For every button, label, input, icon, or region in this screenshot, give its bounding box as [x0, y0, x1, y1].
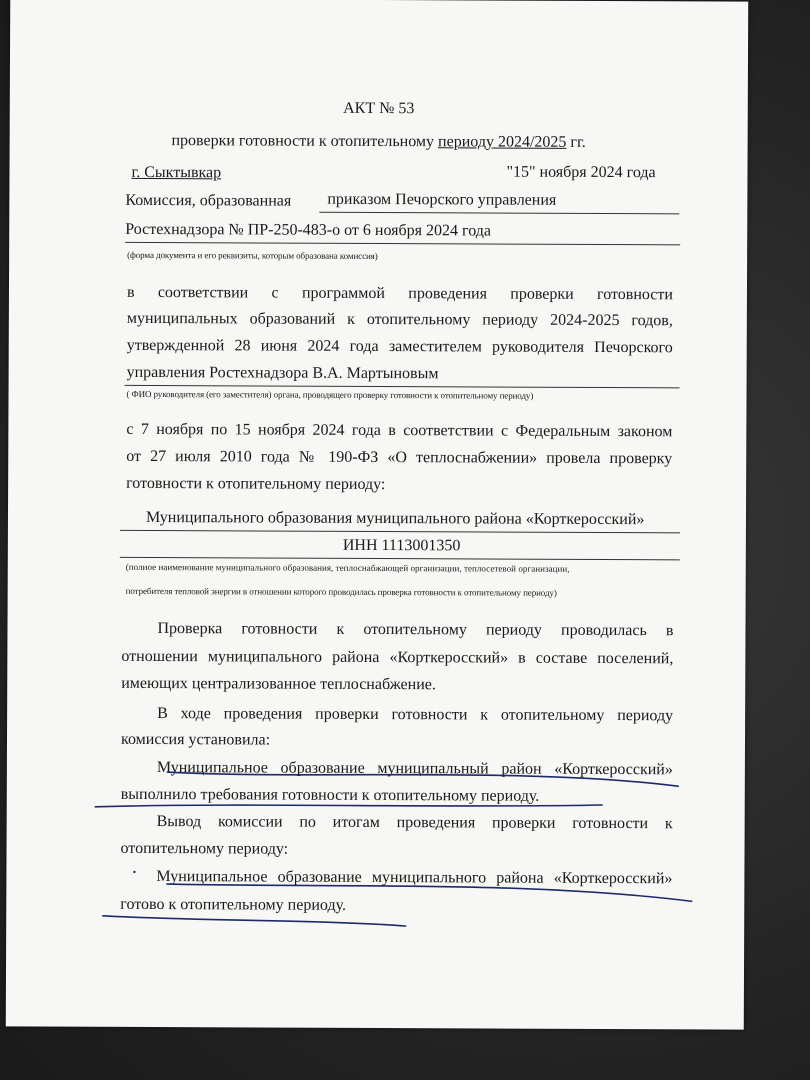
- finding-line2: выполнило требования готовности к отопительному периоду.: [120, 785, 540, 805]
- para3-line1: Проверка готовности к отопительному периоду проводилась в: [157, 620, 674, 640]
- conclusion-line1: Муниципальное образование муниципального района «Корткеросский»: [156, 868, 673, 888]
- caption-entity-1: (полное наименование муниципального образования, теплоснабжающей организации, теплосетевой организации,: [125, 561, 570, 574]
- act-period: периоду 2024/2025: [438, 133, 567, 151]
- para2-line3: готовности к отопительному периоду:: [126, 474, 386, 494]
- city: г. Сыктывкар: [131, 163, 222, 182]
- para1-line3: утвержденной 28 июня 2024 года заместителем руководителя Печорского: [126, 336, 673, 357]
- commission-order: приказом Печорского управления: [327, 190, 557, 209]
- ink-underline-conclusion-1: [166, 884, 692, 901]
- act-title: АКТ № 53: [343, 99, 415, 118]
- finding-line1: Муниципальное образование муниципальный район «Корткеросский»: [156, 759, 673, 779]
- commission-order-number: Ростехнадзора № ПР-250-483-о от 6 ноября 2024 года: [125, 220, 492, 240]
- commission-label: Комиссия, образованная: [125, 191, 292, 210]
- act-date: "15" ноября 2024 года: [506, 163, 656, 182]
- document-page: [6, 0, 748, 1030]
- ink-underline-conclusion-2: [102, 916, 406, 926]
- ink-dot: [133, 871, 135, 873]
- para5-line2: отопительному периоду:: [120, 839, 289, 858]
- para1-line2: муниципальных образований к отопительному периоду 2024-2025 годов,: [126, 309, 673, 330]
- pen-underlines: [6, 0, 748, 1030]
- conclusion-line2: готово к отопительному периоду.: [120, 895, 347, 914]
- para3-line3: имеющих централизованное теплоснабжение.: [121, 674, 436, 694]
- ink-underline-finding-2: [95, 803, 603, 809]
- para2-line1: с 7 ноября по 15 ноября 2024 года в соответствии с Федеральным законом: [126, 420, 673, 441]
- para5-line1: Вывод комиссии по итогам проведения проверки готовности к: [156, 813, 673, 833]
- para1-line1: в соответствии с программой проведения проверки готовности: [126, 283, 673, 304]
- entity-inn: ИНН 1113001350: [342, 536, 461, 555]
- caption-entity-2: потребителя тепловой энергии в отношении которого проводилась проверка готовности к отопительному периоду): [125, 585, 557, 598]
- para4-line1: В ходе проведения проверки готовности к отопительному периоду: [157, 705, 674, 725]
- entity-name: Муниципального образования муниципального района «Корткеросский»: [145, 508, 645, 529]
- caption-order: (форма документа и его реквизиты, которым образована комиссия): [127, 249, 378, 262]
- act-subtitle: проверки готовности к отопительному периоду 2024/2025 гг.: [171, 132, 586, 151]
- ink-underline-finding-1: [167, 772, 679, 786]
- para1-line4: управления Ростехнадзора В.А. Мартыновым: [126, 363, 439, 383]
- para2-line2: от 27 июля 2010 года № 190-ФЗ «О теплоснабжении» провела проверку: [126, 447, 673, 468]
- caption-head: ( ФИО руководителя (его заместителя) органа, проводящего проверку готовности к отопительному периоду): [126, 388, 534, 401]
- para3-line2: отношении муниципального района «Корткеросский» в составе поселений,: [121, 647, 674, 668]
- para4-line2: комиссия установила:: [120, 730, 271, 749]
